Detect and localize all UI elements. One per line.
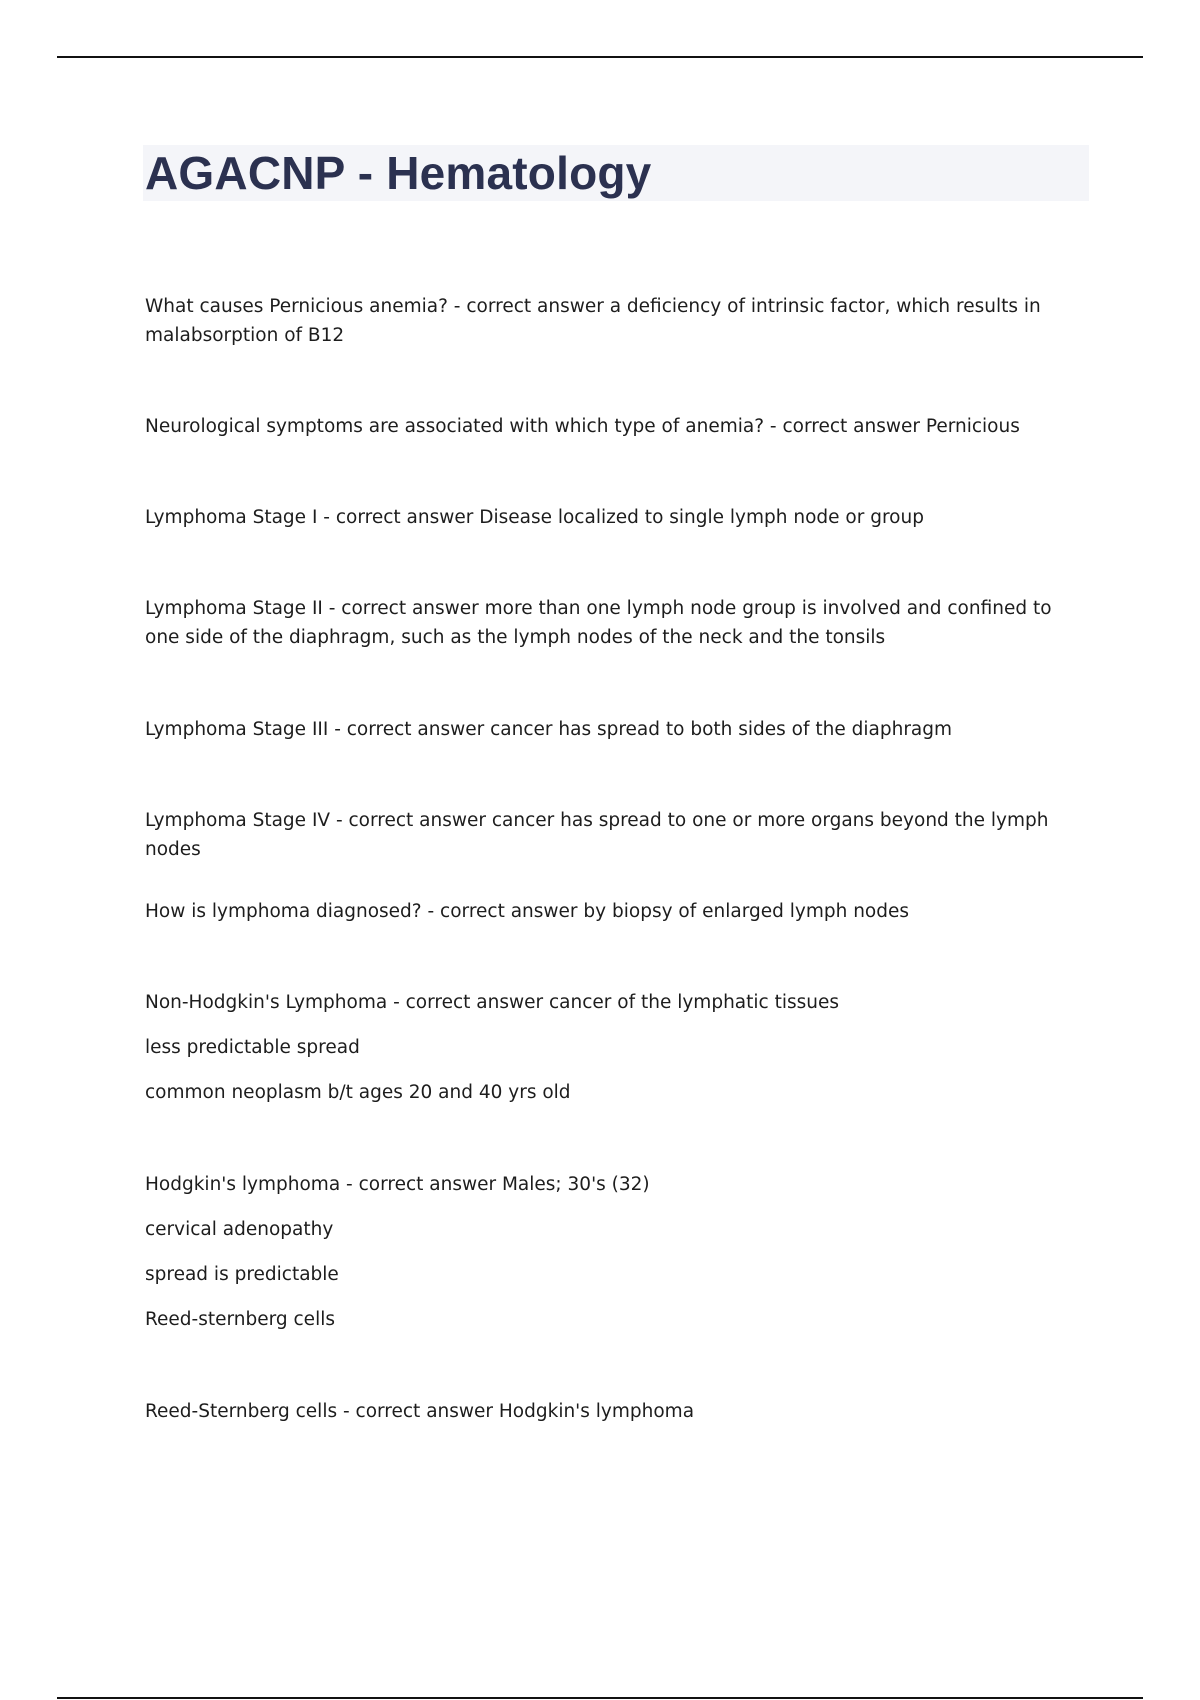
answer-separator: - correct answer (387, 992, 549, 1013)
answer-text: Hodgkin's lymphoma (498, 1401, 695, 1422)
question-text: Non-Hodgkin's Lymphoma (145, 992, 388, 1013)
qa-item (145, 594, 1085, 652)
qa-line (145, 1170, 1085, 1199)
qa-line (145, 412, 1085, 441)
footer-rule (57, 1697, 1143, 1699)
question-text: What causes Pernicious anemia? (145, 296, 448, 317)
question-text: Lymphoma Stage II (145, 598, 323, 619)
answer-extra-line: Reed-sternberg cells (145, 1309, 335, 1330)
answer-separator: - correct answer (447, 296, 610, 317)
qa-item (145, 503, 1085, 532)
question-text: Hodgkin's lymphoma (145, 1174, 341, 1195)
qa-item (145, 988, 1085, 1107)
qa-item (145, 897, 1085, 926)
answer-separator: - correct answer (322, 598, 485, 619)
qa-item (145, 292, 1085, 350)
answer-text: cancer of the lymphatic tissues (548, 992, 839, 1013)
answer-separator: - correct answer (764, 416, 926, 437)
answer-text: by biopsy of enlarged lymph nodes (583, 901, 909, 922)
question-text: Lymphoma Stage III (145, 719, 329, 740)
qa-line (145, 715, 1085, 744)
answer-text: more than one lymph node group is involved and confined to one side of the diaphragm, such as the lymph nodes of the neck and the tonsils (145, 598, 1052, 648)
question-text: How is lymphoma diagnosed? (145, 901, 422, 922)
qa-item (145, 412, 1085, 441)
answer-extra-line: cervical adenopathy (145, 1219, 334, 1240)
qa-line (145, 897, 1085, 926)
answer-separator: - correct answer (340, 1174, 502, 1195)
answer-text: Pernicious (925, 416, 1020, 437)
question-text: Lymphoma Stage I (145, 507, 318, 528)
qa-line (145, 806, 1085, 864)
answer-text: Disease localized to single lymph node or group (479, 507, 924, 528)
question-text: Neurological symptoms are associated with which type of anemia? (145, 416, 765, 437)
qa-item (145, 1170, 1085, 1334)
answer-text: cancer has spread to both sides of the diaphragm (490, 719, 953, 740)
answer-text: cancer has spread to one or more organs beyond the lymph nodes (145, 810, 1049, 860)
qa-item (145, 715, 1085, 744)
answer-separator: - correct answer (330, 810, 492, 831)
qa-line (145, 594, 1085, 652)
qa-item (145, 806, 1085, 864)
qa-line (145, 503, 1085, 532)
question-text: Lymphoma Stage IV (145, 810, 331, 831)
answer-separator: - correct answer (337, 1401, 499, 1422)
answer-separator: - correct answer (317, 507, 480, 528)
page-title: AGACNP - Hematology (145, 147, 652, 199)
answer-extra-line: spread is predictable (145, 1264, 339, 1285)
answer-separator: - correct answer (421, 901, 584, 922)
answer-extra-line: less predictable spread (145, 1037, 360, 1058)
question-text: Reed-Sternberg cells (145, 1401, 338, 1422)
answer-text: Males; 30's (32) (501, 1174, 650, 1195)
answer-separator: - correct answer (328, 719, 491, 740)
header-rule (57, 56, 1143, 58)
qa-line (145, 292, 1085, 350)
answer-text: a deficiency of intrinsic factor, which results in malabsorption of B12 (145, 296, 1041, 346)
qa-line (145, 988, 1085, 1017)
qa-line (145, 1397, 1085, 1426)
answer-extra-line: common neoplasm b/t ages 20 and 40 yrs old (145, 1082, 571, 1103)
qa-item (145, 1397, 1085, 1426)
